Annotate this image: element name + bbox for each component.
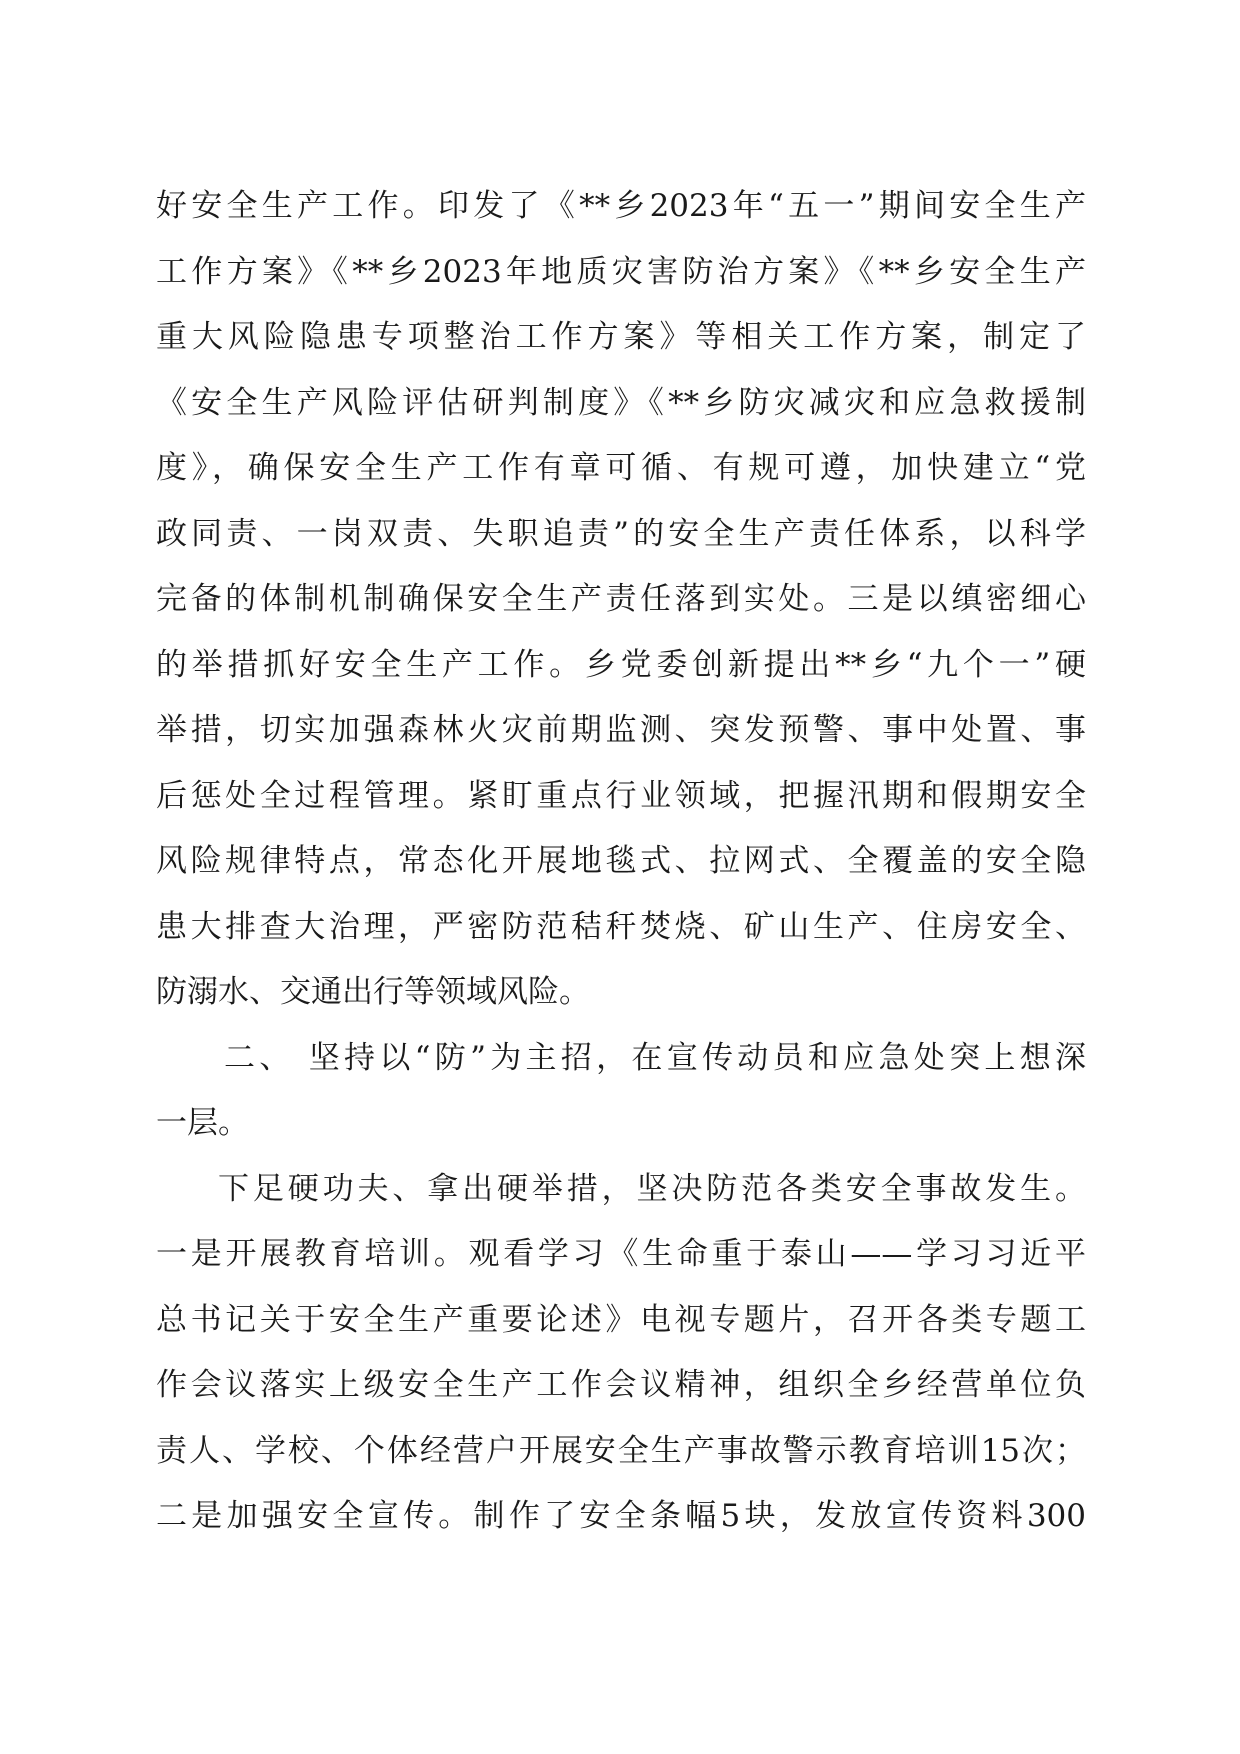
- text-line: 二是加强安全宣传。制作了安全条幅5块，发放宣传资料300: [156, 1498, 1086, 1534]
- text-line: 工作方案》《**乡2023年地质灾害防治方案》《**乡安全生产: [156, 253, 1086, 290]
- text-line: 的举措抓好安全生产工作。乡党委创新提出**乡“九个一”硬: [156, 646, 1086, 683]
- heading-line: 一层。: [156, 1105, 249, 1141]
- text-line: 下足硬功夫、拿出硬举措，坚决防范各类安全事故发生。: [218, 1170, 1086, 1207]
- text-line: 好安全生产工作。印发了《**乡2023年“五一”期间安全生产: [156, 188, 1086, 224]
- text-line: 一是开展教育培训。观看学习《生命重于泰山——学习习近平: [156, 1236, 1086, 1272]
- text-line: 政同责、一岗双责、失职追责”的安全生产责任体系，以科学: [156, 515, 1086, 552]
- text-line: 防溺水、交通出行等领域风险。: [156, 974, 590, 1010]
- text-line: 完备的体制机制确保安全生产责任落到实处。三是以缜密细心: [156, 581, 1086, 617]
- paragraph-2: [156, 1157, 1086, 1550]
- text-line: 后惩处全过程管理。紧盯重点行业领域，把握汛期和假期安全: [156, 777, 1086, 814]
- text-line: 度》，确保安全生产工作有章可循、有规可遵，加快建立“党: [156, 450, 1086, 486]
- paragraph-1: [156, 174, 1086, 1026]
- text-line: 作会议落实上级安全生产工作会议精神，组织全乡经营单位负: [156, 1367, 1086, 1403]
- section-heading-2: [156, 1026, 1086, 1157]
- text-line: 风险规律特点，常态化开展地毯式、拉网式、全覆盖的安全隐: [156, 843, 1086, 879]
- text-line: 责人、学校、个体经营户开展安全生产事故警示教育培训15次；: [156, 1432, 1086, 1469]
- text-line: 患大排查大治理，严密防范秸秆焚烧、矿山生产、住房安全、: [156, 908, 1086, 945]
- text-line: 《安全生产风险评估研判制度》《**乡防灾减灾和应急救援制: [156, 384, 1086, 421]
- heading-line: 二、 坚持以“防”为主招，在宣传动员和应急处突上想深: [224, 1039, 1086, 1076]
- text-line: 举措，切实加强森林火灾前期监测、突发预警、事中处置、事: [156, 712, 1086, 748]
- text-line: 总书记关于安全生产重要论述》电视专题片，召开各类专题工: [156, 1301, 1086, 1338]
- body-text: [156, 174, 1086, 1550]
- text-line: 重大风险隐患专项整治工作方案》等相关工作方案，制定了: [156, 319, 1086, 355]
